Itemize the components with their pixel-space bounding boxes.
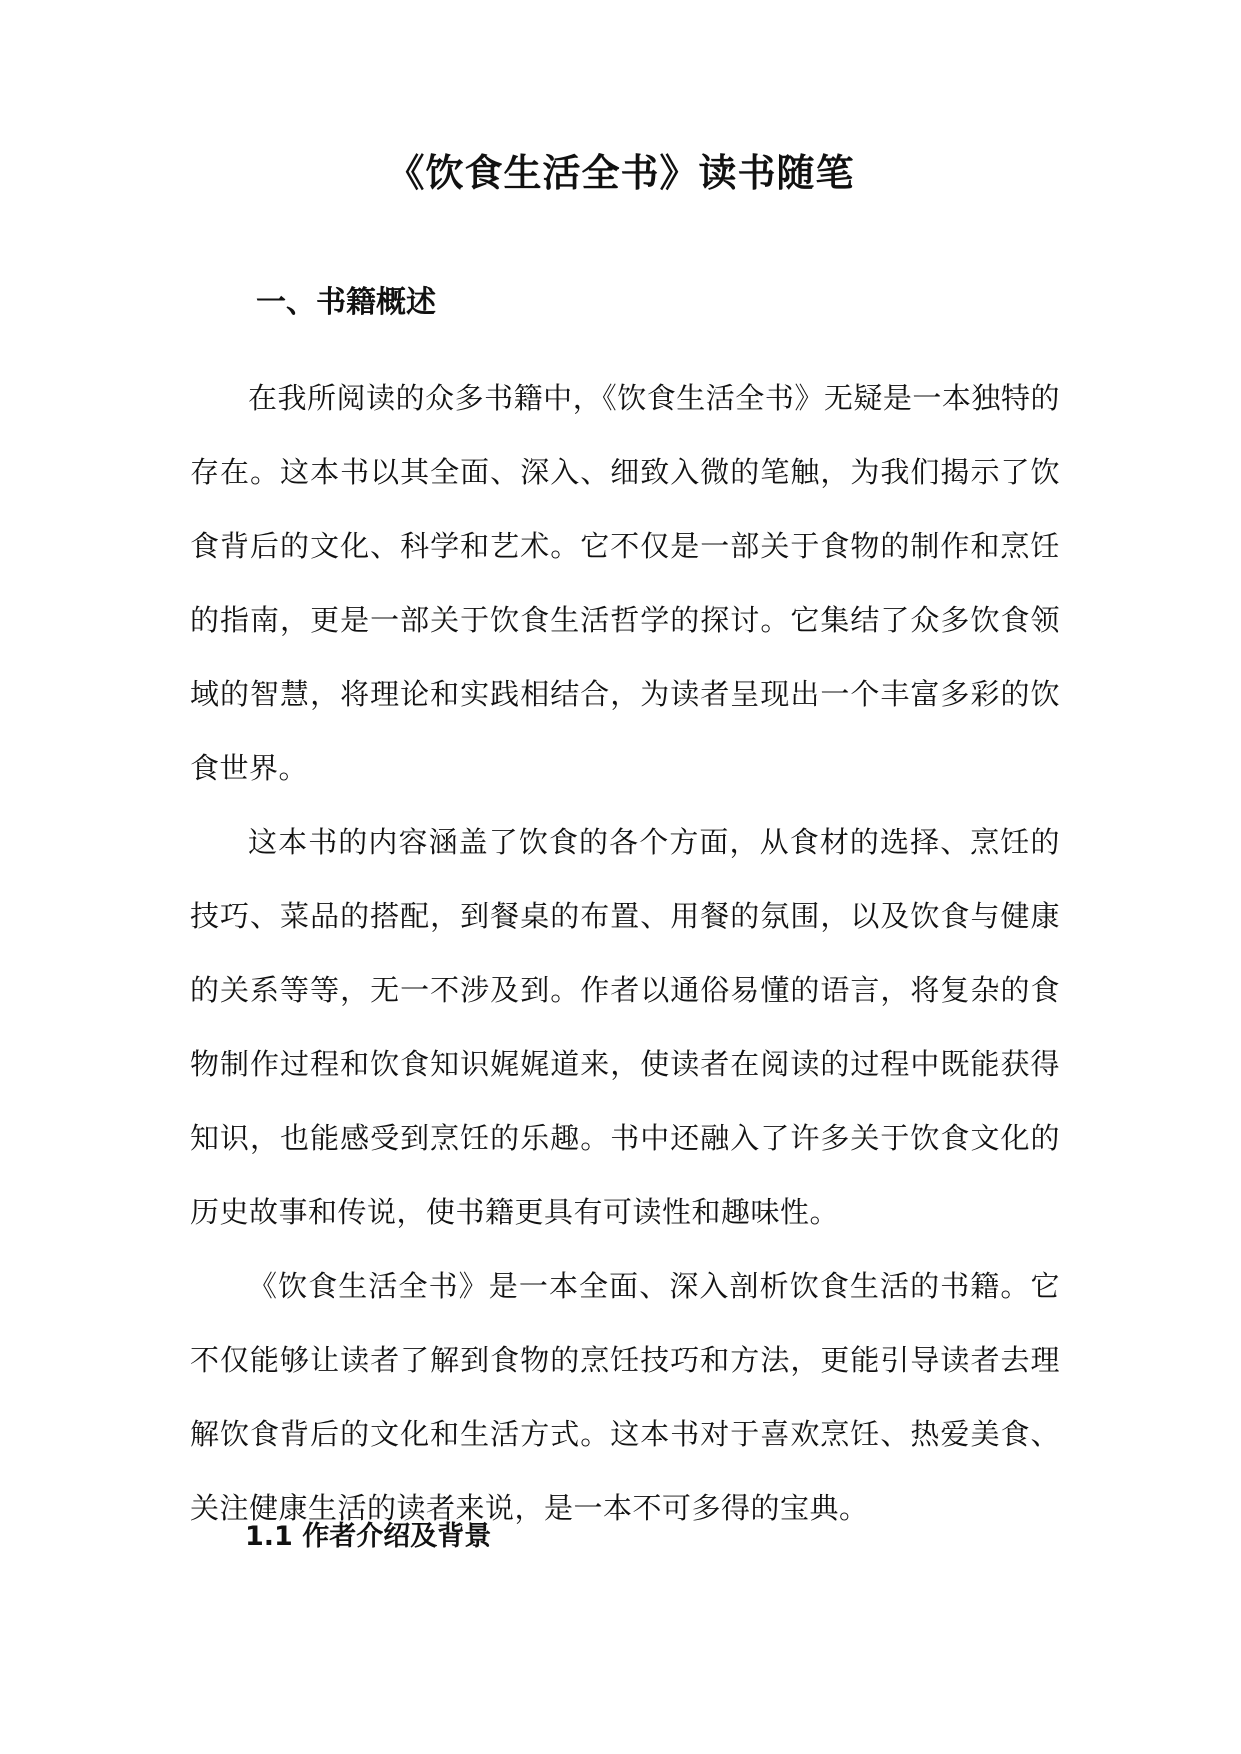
paragraph: 《饮食生活全书》是一本全面、深入剖析饮食生活的书籍。它不仅能够让读者了解到食物的烹饪技巧和方法，更能引导读者去理解饮食背后的文化和生活方式。这本书对于喜欢烹饪、热爱美食、关注健康生活的读者来说，是一本不可多得的宝典。 — [190, 1269, 1060, 1525]
section-heading: 一、书籍概述 — [256, 285, 436, 320]
document-title: 《饮食生活全书》读书随笔 — [386, 151, 855, 195]
paragraph: 这本书的内容涵盖了饮食的各个方面，从食材的选择、烹饪的技巧、菜品的搭配，到餐桌的布置、用餐的氛围，以及饮食与健康的关系等等，无一不涉及到。作者以通俗易懂的语言，将复杂的食物制作过程和饮食知识娓娓道来，使读者在阅读的过程中既能获得知识，也能感受到烹饪的乐趣。书中还融入了许多关于饮食文化的历史故事和传说，使书籍更具有可读性和趣味性。 — [190, 825, 1060, 1229]
subsection-heading: 1.1 作者介绍及背景 — [245, 1521, 492, 1552]
body-text — [190, 361, 1060, 1545]
paragraph: 在我所阅读的众多书籍中，《饮食生活全书》无疑是一本独特的存在。这本书以其全面、深入、细致入微的笔触，为我们揭示了饮食背后的文化、科学和艺术。它不仅是一部关于食物的制作和烹饪的指南，更是一部关于饮食生活哲学的探讨。它集结了众多饮食领域的智慧，将理论和实践相结合，为读者呈现出一个丰富多彩的饮食世界。 — [190, 381, 1060, 785]
